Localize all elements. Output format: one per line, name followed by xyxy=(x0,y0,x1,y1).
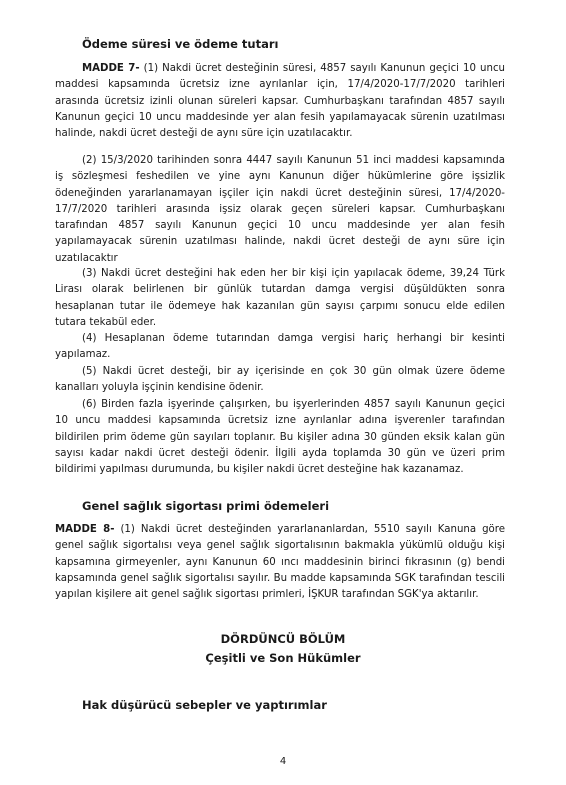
article-8-p1-text: (1) Nakdi ücret desteğinden yararlananlardan, 5510 sayılı Kanuna göre genel sağlık sigortalısı veya genel sağlık sigortalısının bakmakla yükümlü olduğu kişi kapsamına girmeyenler, aynı Kanunun 60 ıncı maddesinin birinci fıkrasının (g) bendi kapsamında genel sağlık sigortalısı sayılır. Bu madde kapsamında SGK tarafından tescili yapılan kişilere ait genel sağlık sigortası primleri, İŞKUR tarafından SGK'ya aktarılır. xyxy=(55,524,506,601)
section-heading-payment: Ödeme süresi ve ödeme tutarı xyxy=(82,37,279,51)
article-7-p1-text: (1) Nakdi ücret desteğinin süresi, 4857 sayılı Kanunun geçici 10 uncu maddesi kapsamında ücretsiz izne ayrılanlar için, 17/4/2020-17/7/2020 tarihleri arasında ücretsiz izinli olunan süreleri kapsar. Cumhurbaşkanı tarafından 4857 sayılı Kanunun geçici 10 uncu maddesinde yer alan fesih yapılamayacak sürenin uzatılması halinde, nakdi ücret desteği de aynı süre için uzatılacaktır. xyxy=(55,63,505,140)
article-7-paragraph-3: (3) Nakdi ücret desteğini hak eden her bir kişi için yapılacak ödeme, 39,24 Türk Lirası olarak belirlenen bir günlük tutardan damga vergisi düşüldükten sonra hesaplanan tutar ile ödemeye hak kazanılan gün sayısı çarpımı sonucu elde edilen tutara tekabül eder. xyxy=(55,268,505,328)
article-7-label: MADDE 7- xyxy=(82,63,140,74)
article-7-paragraph-5: (5) Nakdi ücret desteği, bir ay içerisinde en çok 30 gün olmak üzere ödeme kanalları yoluyla işçinin kendisine ödenir. xyxy=(55,366,505,394)
section-heading-health-insurance: Genel sağlık sigortası primi ödemeleri xyxy=(82,499,330,513)
article-8-paragraph-1 xyxy=(55,522,505,603)
page-number: 4 xyxy=(279,756,287,767)
article-7-paragraph-2: (2) 15/3/2020 tarihinden sonra 4447 sayılı Kanunun 51 inci maddesi kapsamında iş sözleşmesi feshedilen ve yine aynı Kanunun diğer hükümlerine göre işsizlik ödeneğinden yararlanamayan işçiler için nakdi ücret desteğinin süresi, 17/4/2020-17/7/2020 tarihleri arasında işsiz olarak geçen süreleri kapsar. Cumhurbaşkanı tarafından 4857 sayılı Kanunun geçici 10 uncu maddesinde yer alan fesih yapılamayacak sürenin uzatılması halinde, nakdi ücret desteği de aynı süre için uzatılacaktır xyxy=(55,155,505,264)
part-title: DÖRDÜNCÜ BÖLÜM xyxy=(220,632,346,646)
article-7-paragraph-4: (4) Hesaplanan ödeme tutarından damga vergisi hariç herhangi bir kesinti yapılamaz. xyxy=(55,333,505,361)
article-8-label: MADDE 8- xyxy=(55,524,115,535)
part-subtitle: Çeşitli ve Son Hükümler xyxy=(205,651,361,665)
article-7-paragraph-1 xyxy=(55,61,505,142)
article-7-paragraph-6: (6) Birden fazla işyerinde çalışırken, bu işyerlerinden 4857 sayılı Kanunun geçici 10 uncu maddesi kapsamında ücretsiz izne ayrılanlar adına işverenler tarafından bildirilen prim ödeme gün sayıları toplanır. Bu kişiler adına 30 günden eksik kalan gün sayısı kadar nakdi ücret desteği ödenir. İlgili ayda toplamda 30 gün ve üzeri prim bildirimi yapılması durumunda, bu kişiler nakdi ücret desteğine hak kazanamaz. xyxy=(55,399,505,476)
section-heading-sanctions: Hak düşürücü sebepler ve yaptırımlar xyxy=(82,698,327,712)
